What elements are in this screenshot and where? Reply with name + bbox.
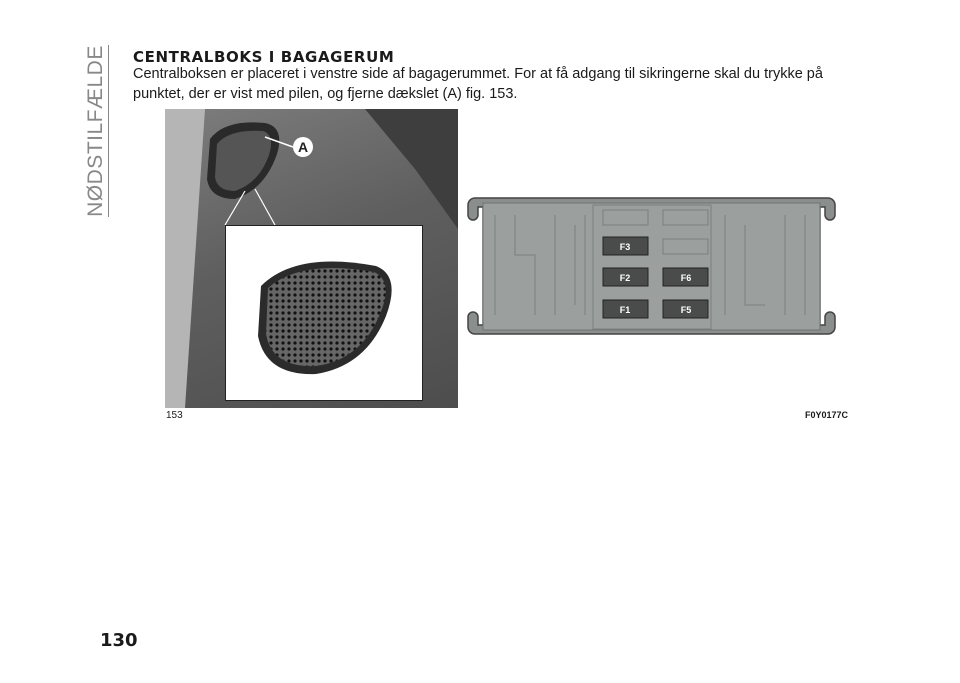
fuse-box-diagram bbox=[465, 195, 838, 337]
fuse-f6 bbox=[663, 268, 708, 286]
svg-text:F6: F6 bbox=[680, 273, 692, 283]
callout-a-label: A bbox=[297, 139, 309, 155]
figure-code: F0Y0177C bbox=[804, 410, 848, 420]
fuse-f1 bbox=[603, 300, 648, 318]
svg-text:F1: F1 bbox=[619, 305, 631, 315]
fuse-f2 bbox=[603, 268, 648, 286]
cover-detail-inset bbox=[225, 225, 423, 401]
section-divider bbox=[108, 45, 109, 217]
body-paragraph: Centralboksen er placeret i venstre side af bagagerummet. For at få adgang til sikringerne skal du trykke på punktet, der er vist med pilen, og fjerne dækslet (A) fig. 153. bbox=[133, 66, 823, 102]
section-title: NØDSTILFÆLDE bbox=[84, 45, 107, 217]
figure-number: 153 bbox=[166, 410, 183, 421]
fuse-f3 bbox=[603, 237, 648, 255]
fuse-f5 bbox=[663, 300, 708, 318]
svg-text:F3: F3 bbox=[619, 242, 631, 252]
trunk-photo bbox=[165, 109, 458, 408]
svg-text:F5: F5 bbox=[680, 305, 692, 315]
page-number: 130 bbox=[100, 630, 138, 651]
svg-text:F2: F2 bbox=[619, 273, 631, 283]
section-tab bbox=[84, 45, 108, 217]
page-heading: CENTRALBOKS I BAGAGERUM bbox=[133, 48, 395, 66]
cover-a-photo bbox=[207, 122, 279, 199]
